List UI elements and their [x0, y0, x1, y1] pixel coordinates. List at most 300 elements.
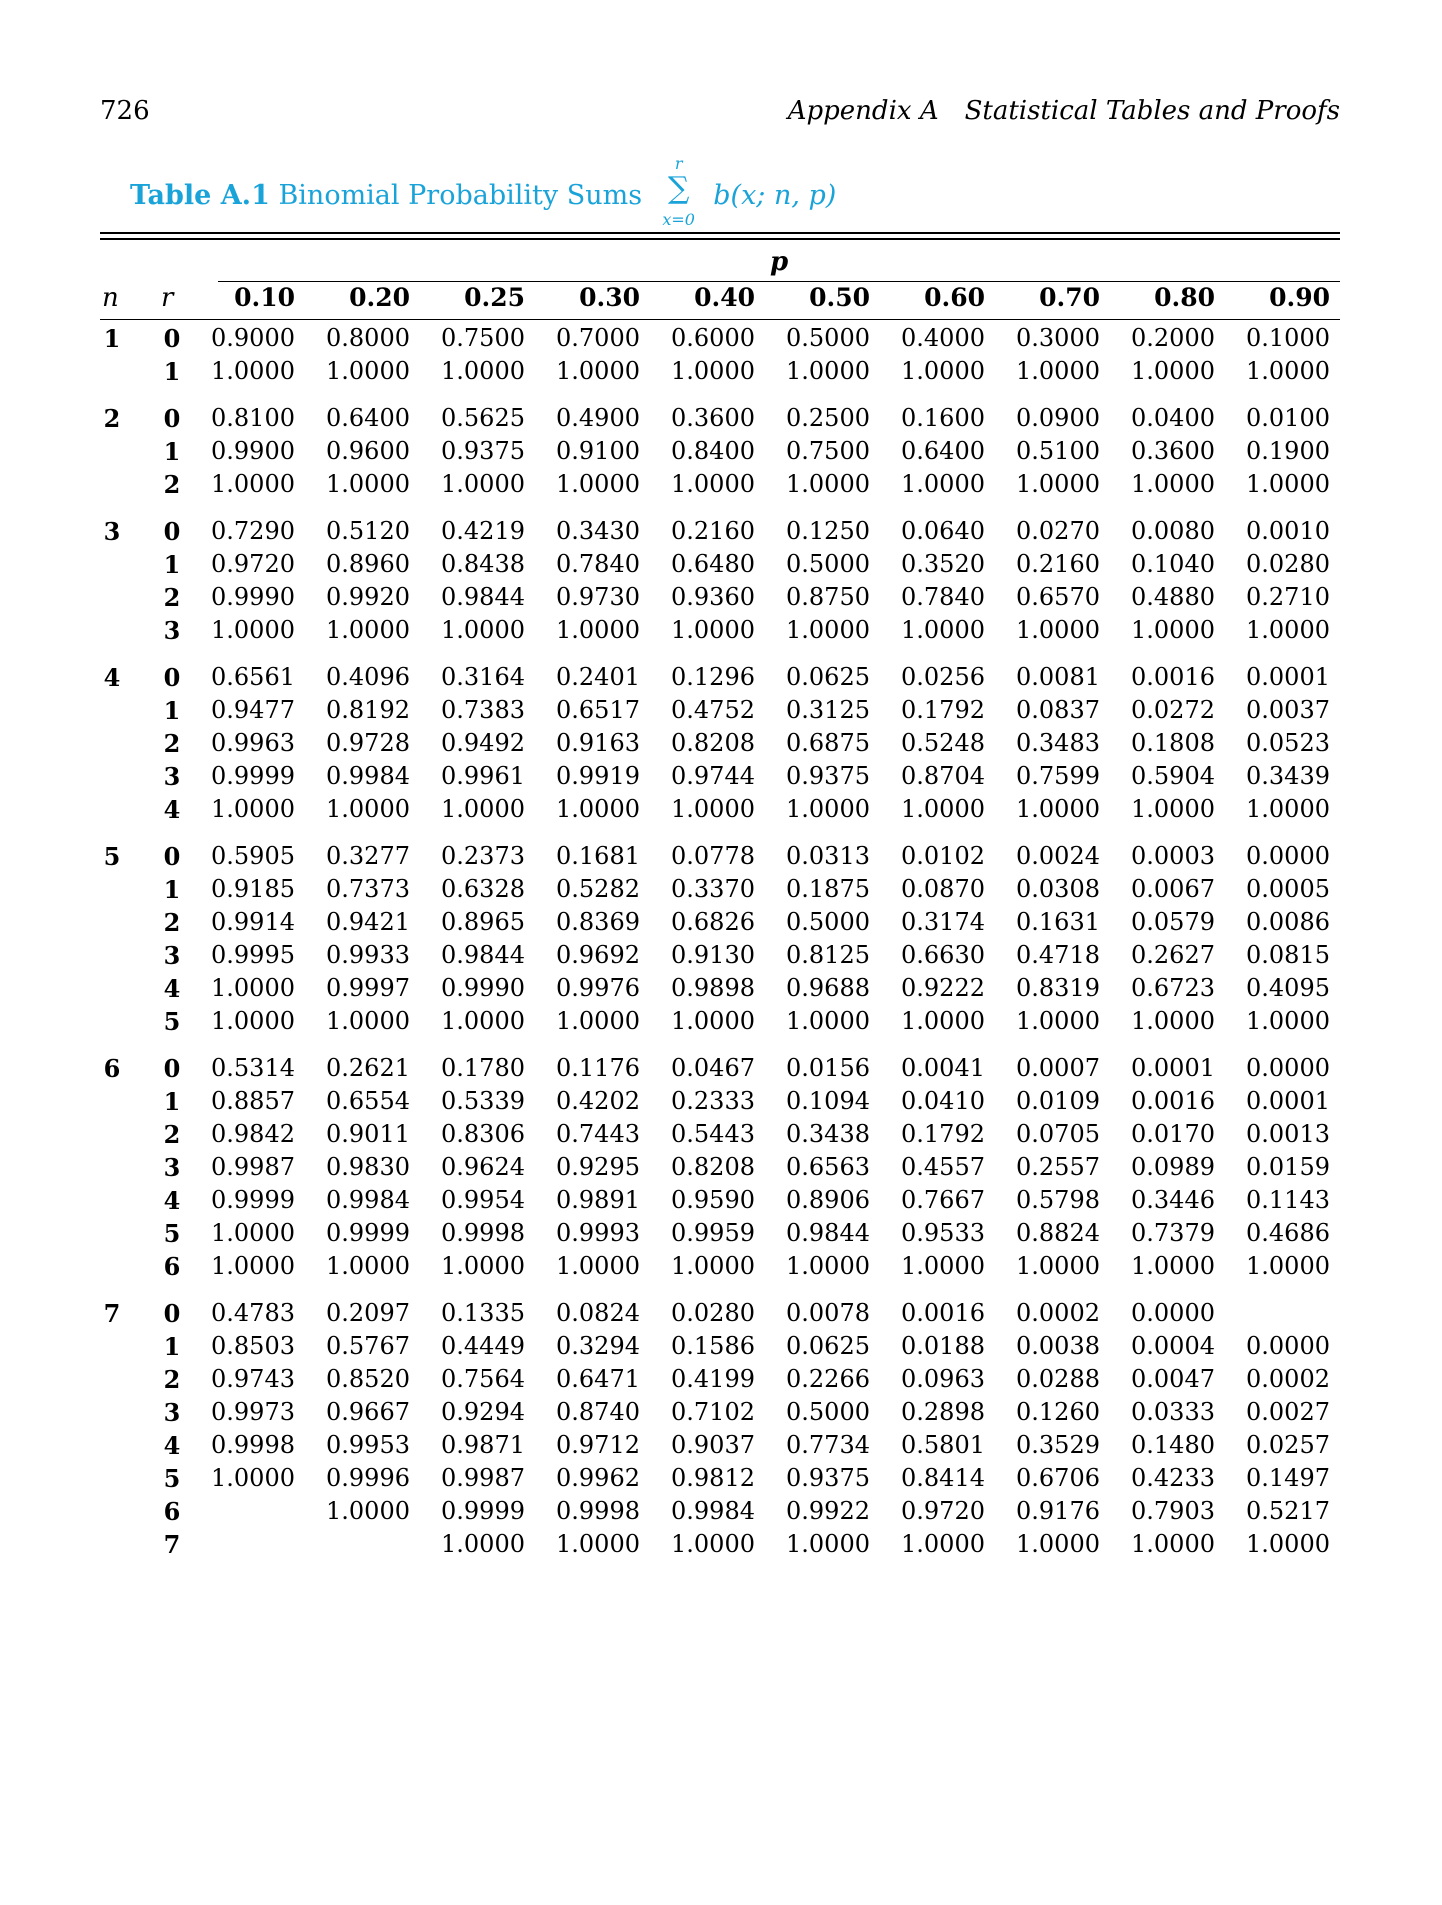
table-cell: 0.9990 — [441, 974, 525, 1002]
table-cell: 0.6517 — [556, 696, 640, 724]
table-cell: 0.2710 — [1246, 583, 1330, 611]
table-cell: 1.0000 — [326, 1007, 410, 1035]
table-cell: 0.0016 — [1131, 663, 1215, 691]
r-value: 6 — [163, 1497, 181, 1526]
table-cell: 1.0000 — [671, 357, 755, 385]
table-cell: 0.7599 — [1016, 762, 1100, 790]
table-cell: 0.9037 — [671, 1431, 755, 1459]
table-cell: 0.7443 — [556, 1120, 640, 1148]
table-cell: 0.1296 — [671, 663, 755, 691]
table-cell: 0.9961 — [441, 762, 525, 790]
r-value: 0 — [163, 324, 181, 353]
table-cell: 0.8750 — [786, 583, 870, 611]
table-cell: 0.0016 — [1131, 1087, 1215, 1115]
table-cell: 0.0102 — [901, 842, 985, 870]
table-cell: 0.7840 — [901, 583, 985, 611]
table-cell: 0.8000 — [326, 324, 410, 352]
running-head-title: Statistical Tables and Proofs — [964, 96, 1340, 126]
table-cell: 1.0000 — [326, 795, 410, 823]
table-cell: 0.0410 — [901, 1087, 985, 1115]
r-value: 2 — [163, 908, 181, 937]
table-cell: 0.9844 — [441, 583, 525, 611]
table-cell: 0.0900 — [1016, 404, 1100, 432]
table-cell: 0.3600 — [1131, 437, 1215, 465]
table-cell: 0.9959 — [671, 1219, 755, 1247]
table-cell: 1.0000 — [556, 616, 640, 644]
table-cell: 0.9898 — [671, 974, 755, 1002]
table-cell: 1.0000 — [556, 1530, 640, 1558]
r-value: 3 — [163, 762, 181, 791]
table-cell: 0.9922 — [786, 1497, 870, 1525]
top-rule-2 — [100, 238, 1340, 240]
table-cell: 0.4880 — [1131, 583, 1215, 611]
table-cell: 1.0000 — [326, 470, 410, 498]
table-cell: 0.1250 — [786, 517, 870, 545]
table-title: Binomial Probability Sums — [278, 180, 643, 211]
summation — [657, 154, 701, 229]
table-cell: 0.3438 — [786, 1120, 870, 1148]
table-cell: 1.0000 — [211, 1007, 295, 1035]
table-cell: 0.9667 — [326, 1398, 410, 1426]
table-cell: 0.0005 — [1246, 875, 1330, 903]
table-cell: 0.7383 — [441, 696, 525, 724]
r-value: 2 — [163, 583, 181, 612]
table-cell: 1.0000 — [671, 1007, 755, 1035]
table-cell: 0.9990 — [211, 583, 295, 611]
r-value: 5 — [163, 1219, 181, 1248]
r-value: 3 — [163, 1398, 181, 1427]
table-cell: 0.0078 — [786, 1299, 870, 1327]
table-cell: 0.9954 — [441, 1186, 525, 1214]
table-cell: 0.0270 — [1016, 517, 1100, 545]
sum-lower-limit: x=0 — [662, 210, 695, 229]
table-cell: 0.0080 — [1131, 517, 1215, 545]
table-cell: 1.0000 — [441, 470, 525, 498]
r-value: 0 — [163, 517, 181, 546]
table-cell: 0.5000 — [786, 908, 870, 936]
r-value: 7 — [163, 1530, 181, 1559]
table-cell: 1.0000 — [786, 470, 870, 498]
table-cell: 0.9011 — [326, 1120, 410, 1148]
n-value: 1 — [103, 324, 121, 353]
table-cell: 0.4900 — [556, 404, 640, 432]
table-cell: 1.0000 — [441, 616, 525, 644]
table-cell: 0.9844 — [786, 1219, 870, 1247]
table-cell: 0.7000 — [556, 324, 640, 352]
table-cell: 1.0000 — [1246, 357, 1330, 385]
r-value: 5 — [163, 1464, 181, 1493]
table-cell: 0.9130 — [671, 941, 755, 969]
table-cell: 1.0000 — [1131, 616, 1215, 644]
table-cell: 0.0109 — [1016, 1087, 1100, 1115]
table-cell: 0.3000 — [1016, 324, 1100, 352]
table-cell: 0.8208 — [671, 1153, 755, 1181]
table-cell: 0.7667 — [901, 1186, 985, 1214]
table-cell: 1.0000 — [671, 1252, 755, 1280]
table-cell: 0.1875 — [786, 875, 870, 903]
table-cell: 0.1792 — [901, 1120, 985, 1148]
table-cell: 0.9999 — [441, 1497, 525, 1525]
table-cell: 0.0038 — [1016, 1332, 1100, 1360]
table-cell: 0.4095 — [1246, 974, 1330, 1002]
r-value: 3 — [163, 616, 181, 645]
table-cell: 0.0308 — [1016, 875, 1100, 903]
table-cell: 0.7290 — [211, 517, 295, 545]
table-cell: 0.5443 — [671, 1120, 755, 1148]
r-value: 0 — [163, 663, 181, 692]
table-cell: 0.1780 — [441, 1054, 525, 1082]
table-cell: 0.9743 — [211, 1365, 295, 1393]
table-caption — [130, 154, 837, 229]
table-cell: 0.7564 — [441, 1365, 525, 1393]
table-cell: 0.9100 — [556, 437, 640, 465]
table-cell: 0.0027 — [1246, 1398, 1330, 1426]
table-cell: 0.1497 — [1246, 1464, 1330, 1492]
table-cell: 0.9987 — [441, 1464, 525, 1492]
p-column-header: 0.50 — [809, 283, 870, 312]
table-cell: 1.0000 — [901, 1007, 985, 1035]
table-cell: 0.9976 — [556, 974, 640, 1002]
r-value: 4 — [163, 974, 181, 1003]
table-cell: 0.6723 — [1131, 974, 1215, 1002]
p-column-header: 0.10 — [234, 283, 295, 312]
table-cell: 1.0000 — [671, 616, 755, 644]
table-cell: 0.4219 — [441, 517, 525, 545]
table-cell: 0.7734 — [786, 1431, 870, 1459]
table-cell: 1.0000 — [211, 616, 295, 644]
table-cell: 0.9492 — [441, 729, 525, 757]
table-cell: 0.9999 — [211, 762, 295, 790]
table-cell: 0.6554 — [326, 1087, 410, 1115]
table-cell: 1.0000 — [901, 795, 985, 823]
r-column-header: r — [161, 283, 174, 313]
table-cell: 0.6400 — [901, 437, 985, 465]
table-cell: 0.2160 — [1016, 550, 1100, 578]
table-cell: 0.4202 — [556, 1087, 640, 1115]
table-cell: 0.5217 — [1246, 1497, 1330, 1525]
n-value: 3 — [103, 517, 121, 546]
table-cell: 0.9844 — [441, 941, 525, 969]
table-cell: 0.0989 — [1131, 1153, 1215, 1181]
table-cell: 0.9375 — [786, 762, 870, 790]
header-rule — [100, 319, 1340, 320]
p-column-header: 0.80 — [1154, 283, 1215, 312]
table-cell: 0.5767 — [326, 1332, 410, 1360]
table-cell: 0.0257 — [1246, 1431, 1330, 1459]
r-value: 4 — [163, 1186, 181, 1215]
table-cell: 0.6563 — [786, 1153, 870, 1181]
table-cell: 0.0256 — [901, 663, 985, 691]
table-cell: 1.0000 — [441, 357, 525, 385]
table-cell: 1.0000 — [1131, 795, 1215, 823]
table-cell: 0.0640 — [901, 517, 985, 545]
table-cell: 0.0000 — [1246, 1054, 1330, 1082]
table-cell: 0.5314 — [211, 1054, 295, 1082]
table-cell: 0.0280 — [1246, 550, 1330, 578]
table-cell: 1.0000 — [1246, 1252, 1330, 1280]
table-cell: 0.9920 — [326, 583, 410, 611]
table-cell: 0.8208 — [671, 729, 755, 757]
table-cell: 1.0000 — [786, 1007, 870, 1035]
r-value: 6 — [163, 1252, 181, 1281]
r-value: 2 — [163, 729, 181, 758]
table-cell: 0.3430 — [556, 517, 640, 545]
table-cell: 0.7102 — [671, 1398, 755, 1426]
table-cell: 0.8369 — [556, 908, 640, 936]
table-cell: 0.0037 — [1246, 696, 1330, 724]
table-cell: 0.1792 — [901, 696, 985, 724]
table-cell: 0.0280 — [671, 1299, 755, 1327]
table-cell: 1.0000 — [786, 357, 870, 385]
r-value: 4 — [163, 795, 181, 824]
table-cell: 0.2621 — [326, 1054, 410, 1082]
table-cell: 0.0288 — [1016, 1365, 1100, 1393]
table-cell: 0.0010 — [1246, 517, 1330, 545]
table-cell: 0.9163 — [556, 729, 640, 757]
r-value: 0 — [163, 842, 181, 871]
table-cell: 0.9624 — [441, 1153, 525, 1181]
table-cell: 1.0000 — [786, 1530, 870, 1558]
r-value: 5 — [163, 1007, 181, 1036]
page-number: 726 — [100, 96, 150, 126]
table-cell: 0.2373 — [441, 842, 525, 870]
table-cell: 0.9914 — [211, 908, 295, 936]
table-cell: 1.0000 — [1016, 1007, 1100, 1035]
table-cell: 0.0002 — [1246, 1365, 1330, 1393]
table-cell: 0.9963 — [211, 729, 295, 757]
table-cell: 0.1600 — [901, 404, 985, 432]
table-cell: 0.8704 — [901, 762, 985, 790]
table-cell: 1.0000 — [326, 357, 410, 385]
table-cell: 0.1176 — [556, 1054, 640, 1082]
table-cell: 0.1480 — [1131, 1431, 1215, 1459]
p-column-header: 0.20 — [349, 283, 410, 312]
table-cell: 0.0007 — [1016, 1054, 1100, 1082]
n-value: 6 — [103, 1054, 121, 1083]
table-cell: 0.6570 — [1016, 583, 1100, 611]
table-cell: 0.7373 — [326, 875, 410, 903]
table-cell: 1.0000 — [441, 1007, 525, 1035]
table-cell: 0.6000 — [671, 324, 755, 352]
p-column-header: 0.90 — [1269, 283, 1330, 312]
table-cell: 0.5248 — [901, 729, 985, 757]
table-cell: 0.9999 — [211, 1186, 295, 1214]
table-cell: 0.1143 — [1246, 1186, 1330, 1214]
table-cell: 0.2266 — [786, 1365, 870, 1393]
table-cell: 0.2333 — [671, 1087, 755, 1115]
table-cell: 0.0170 — [1131, 1120, 1215, 1148]
r-value: 2 — [163, 1120, 181, 1149]
table-cell: 0.7840 — [556, 550, 640, 578]
table-cell: 0.9295 — [556, 1153, 640, 1181]
table-cell: 0.4686 — [1246, 1219, 1330, 1247]
table-cell: 0.7903 — [1131, 1497, 1215, 1525]
table-cell: 0.9730 — [556, 583, 640, 611]
table-cell: 0.1040 — [1131, 550, 1215, 578]
table-cell: 0.4233 — [1131, 1464, 1215, 1492]
table-cell: 0.1335 — [441, 1299, 525, 1327]
table-cell: 0.9830 — [326, 1153, 410, 1181]
n-value: 4 — [103, 663, 121, 692]
table-cell: 0.0100 — [1246, 404, 1330, 432]
table-cell: 0.0001 — [1246, 663, 1330, 691]
table-cell: 0.6826 — [671, 908, 755, 936]
table-cell: 1.0000 — [901, 1252, 985, 1280]
table-cell: 0.1900 — [1246, 437, 1330, 465]
table-cell: 0.9953 — [326, 1431, 410, 1459]
r-value: 0 — [163, 1054, 181, 1083]
table-cell: 0.0013 — [1246, 1120, 1330, 1148]
table-cell: 0.0778 — [671, 842, 755, 870]
table-cell: 0.1094 — [786, 1087, 870, 1115]
table-cell: 0.9999 — [326, 1219, 410, 1247]
table-cell: 0.9744 — [671, 762, 755, 790]
table-cell: 0.8414 — [901, 1464, 985, 1492]
table-cell: 0.9375 — [786, 1464, 870, 1492]
table-cell: 0.6328 — [441, 875, 525, 903]
table-cell: 0.5798 — [1016, 1186, 1100, 1214]
table-cell: 1.0000 — [1016, 1252, 1100, 1280]
r-value: 1 — [163, 1332, 181, 1361]
table-cell: 0.5100 — [1016, 437, 1100, 465]
p-column-header: 0.40 — [694, 283, 755, 312]
table-cell: 1.0000 — [1016, 357, 1100, 385]
table-cell: 0.8960 — [326, 550, 410, 578]
table-cell: 0.8824 — [1016, 1219, 1100, 1247]
table-cell: 0.0016 — [901, 1299, 985, 1327]
table-cell: 1.0000 — [326, 1497, 410, 1525]
table-cell: 0.9533 — [901, 1219, 985, 1247]
table-cell: 0.5801 — [901, 1431, 985, 1459]
table-cell: 0.4449 — [441, 1332, 525, 1360]
table-function: b(x; n, p) — [713, 180, 837, 211]
r-value: 0 — [163, 1299, 181, 1328]
sum-upper-limit: r — [674, 154, 683, 173]
table-cell: 0.0824 — [556, 1299, 640, 1327]
table-cell: 0.9998 — [556, 1497, 640, 1525]
table-cell: 0.3370 — [671, 875, 755, 903]
table-cell: 0.3164 — [441, 663, 525, 691]
table-cell: 0.0041 — [901, 1054, 985, 1082]
r-value: 2 — [163, 1365, 181, 1394]
table-cell: 0.1631 — [1016, 908, 1100, 936]
table-cell: 0.2401 — [556, 663, 640, 691]
table-cell: 1.0000 — [786, 795, 870, 823]
table-cell: 1.0000 — [1131, 1007, 1215, 1035]
table-cell: 0.5904 — [1131, 762, 1215, 790]
table-cell: 0.3446 — [1131, 1186, 1215, 1214]
p-column-header: 0.60 — [924, 283, 985, 312]
r-value: 3 — [163, 941, 181, 970]
running-head-part: Appendix A — [787, 96, 939, 126]
table-cell: 0.9692 — [556, 941, 640, 969]
table-cell: 0.8503 — [211, 1332, 295, 1360]
table-cell: 0.5905 — [211, 842, 295, 870]
table-cell: 0.9688 — [786, 974, 870, 1002]
table-cell: 0.6706 — [1016, 1464, 1100, 1492]
table-cell: 1.0000 — [1016, 795, 1100, 823]
table-cell: 0.6875 — [786, 729, 870, 757]
table-cell: 0.7500 — [441, 324, 525, 352]
table-cell: 0.0002 — [1016, 1299, 1100, 1327]
table-cell: 0.5000 — [786, 550, 870, 578]
r-value: 4 — [163, 1431, 181, 1460]
table-cell: 1.0000 — [211, 1252, 295, 1280]
table-cell: 0.8125 — [786, 941, 870, 969]
table-cell: 0.8520 — [326, 1365, 410, 1393]
table-cell: 1.0000 — [211, 357, 295, 385]
table-cell: 0.1260 — [1016, 1398, 1100, 1426]
table-cell: 0.0313 — [786, 842, 870, 870]
table-cell: 0.8438 — [441, 550, 525, 578]
table-cell: 0.9998 — [211, 1431, 295, 1459]
table-cell: 1.0000 — [1246, 470, 1330, 498]
table-cell: 0.1681 — [556, 842, 640, 870]
table-cell: 0.9984 — [326, 1186, 410, 1214]
table-cell: 0.0159 — [1246, 1153, 1330, 1181]
table-cell: 0.3529 — [1016, 1431, 1100, 1459]
n-value: 5 — [103, 842, 121, 871]
table-cell: 1.0000 — [786, 616, 870, 644]
table-cell: 0.0000 — [1246, 842, 1330, 870]
table-cell: 0.9185 — [211, 875, 295, 903]
table-cell: 0.9984 — [326, 762, 410, 790]
table-cell: 0.4718 — [1016, 941, 1100, 969]
table-cell: 0.9962 — [556, 1464, 640, 1492]
table-cell: 0.5000 — [786, 324, 870, 352]
p-column-header: 0.25 — [464, 283, 525, 312]
table-cell: 0.3483 — [1016, 729, 1100, 757]
table-cell: 0.5000 — [786, 1398, 870, 1426]
table-cell: 1.0000 — [1246, 795, 1330, 823]
table-cell: 1.0000 — [211, 795, 295, 823]
n-value: 7 — [103, 1299, 121, 1328]
table-cell: 0.0815 — [1246, 941, 1330, 969]
p-column-header: 0.70 — [1039, 283, 1100, 312]
table-cell: 0.9900 — [211, 437, 295, 465]
table-cell: 1.0000 — [671, 1530, 755, 1558]
table-cell: 0.0870 — [901, 875, 985, 903]
table-cell: 0.9993 — [556, 1219, 640, 1247]
table-cell: 0.0067 — [1131, 875, 1215, 903]
table-cell: 1.0000 — [211, 1464, 295, 1492]
table-cell: 0.2160 — [671, 517, 755, 545]
table-cell: 0.6400 — [326, 404, 410, 432]
table-cell: 0.6471 — [556, 1365, 640, 1393]
table-cell: 0.9712 — [556, 1431, 640, 1459]
table-cell: 0.0467 — [671, 1054, 755, 1082]
table-cell: 1.0000 — [441, 1252, 525, 1280]
table-cell: 0.9995 — [211, 941, 295, 969]
table-cell: 0.3294 — [556, 1332, 640, 1360]
r-value: 1 — [163, 875, 181, 904]
table-cell: 0.0000 — [1246, 1332, 1330, 1360]
table-cell: 0.0156 — [786, 1054, 870, 1082]
table-cell: 0.8857 — [211, 1087, 295, 1115]
sum-symbol: ∑ — [667, 171, 690, 206]
table-cell: 0.0001 — [1246, 1087, 1330, 1115]
table-cell: 0.5625 — [441, 404, 525, 432]
table-cell: 1.0000 — [211, 974, 295, 1002]
table-cell: 0.6480 — [671, 550, 755, 578]
r-value: 1 — [163, 550, 181, 579]
table-cell: 0.4199 — [671, 1365, 755, 1393]
r-value: 1 — [163, 357, 181, 386]
table-cell: 1.0000 — [1131, 1252, 1215, 1280]
table-cell: 1.0000 — [441, 795, 525, 823]
table-cell: 0.1586 — [671, 1332, 755, 1360]
table-cell: 0.0003 — [1131, 842, 1215, 870]
